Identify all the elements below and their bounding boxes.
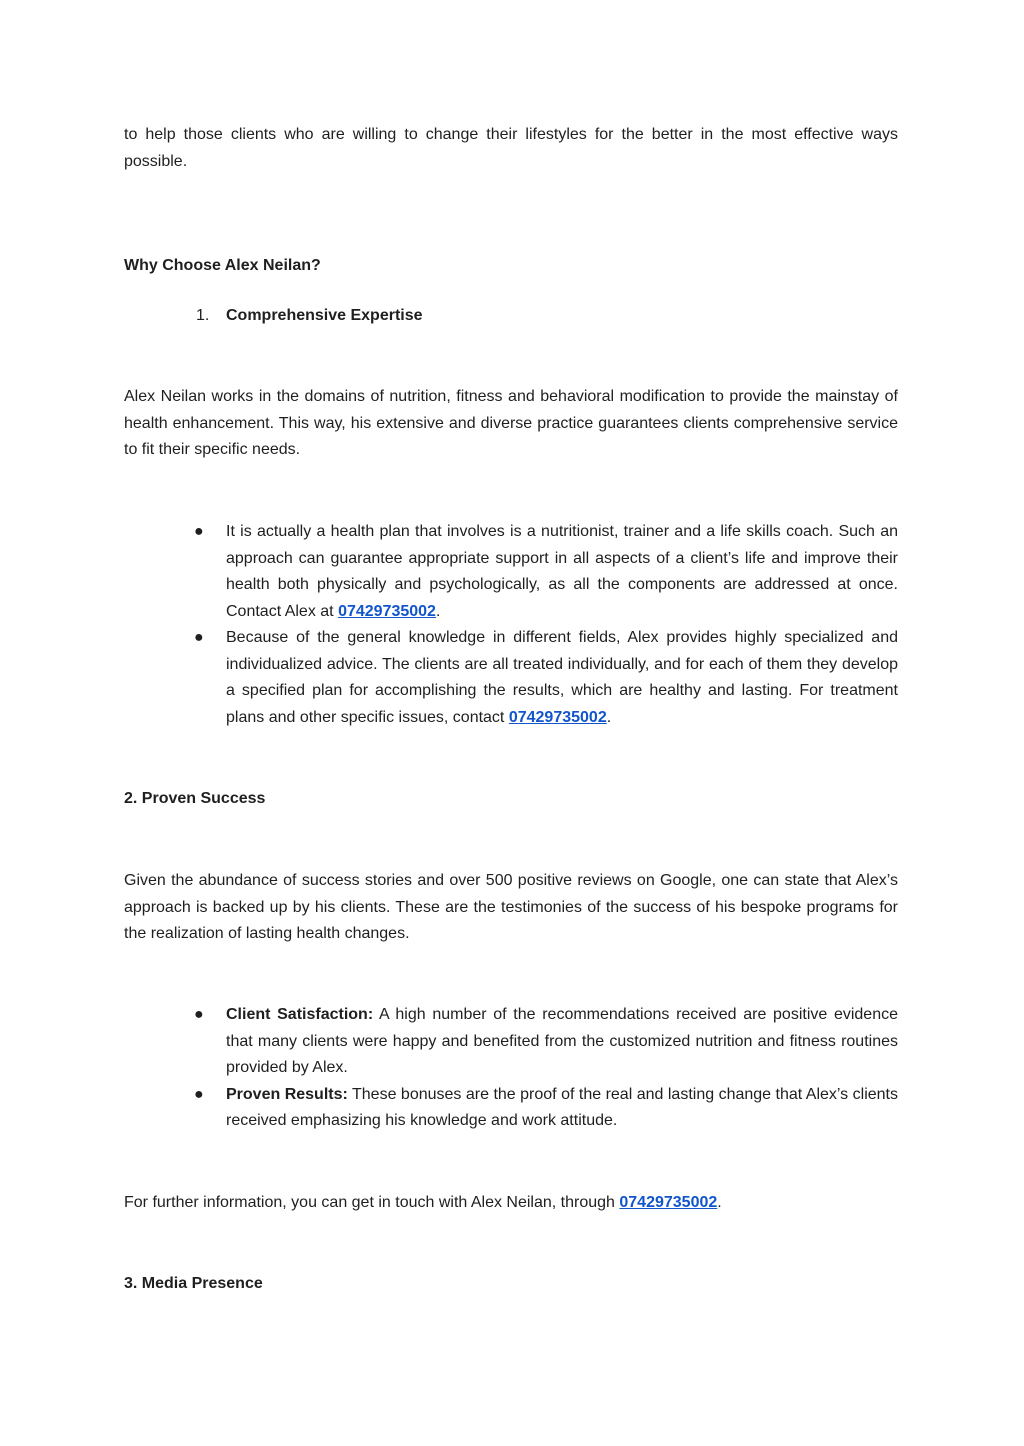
list-item-title: Comprehensive Expertise xyxy=(226,307,423,324)
expertise-paragraph: Alex Neilan works in the domains of nutrition, fitness and behavioral modification to provide the mainstay of health enhancement. This way, his extensive and diverse practice guarantees clients comprehensive service to fit their specific needs. xyxy=(124,388,898,458)
bullet-icon: ● xyxy=(194,1085,204,1103)
bullet-text: A high number of the recommendations received are positive evidence that many clients were happy and benefited from the customized nutrition and fitness routines provided by Alex. xyxy=(226,1006,898,1076)
bullet-text: These bonuses are the proof of the real and lasting change that Alex’s clients received emphasizing his knowledge and work attitude. xyxy=(226,1085,898,1129)
phone-link[interactable]: 07429735002 xyxy=(338,602,436,620)
bullet-icon: ● xyxy=(194,1006,204,1023)
bullet-text: It is actually a health plan that involves is a nutritionist, trainer and a life skills coach. Such an approach can guarantee appropriate support in all aspects of a client’s life and improve their health both physically and psychologically, as all the components are addressed at once. Contact Alex at xyxy=(226,523,898,620)
contact-end: . xyxy=(717,1194,722,1211)
list-item xyxy=(124,303,898,330)
contact-paragraph xyxy=(124,1190,898,1217)
bullet-icon: ● xyxy=(194,523,204,540)
list-item xyxy=(124,519,898,625)
media-heading: 3. Media Presence xyxy=(124,1275,263,1292)
phone-link[interactable]: 07429735002 xyxy=(619,1194,718,1211)
why-heading: Why Choose Alex Neilan? xyxy=(124,257,321,274)
proven-paragraph: Given the abundance of success stories and over 500 positive reviews on Google, one can state that Alex’s approach is backed up by his clients. These are the testimonies of the success of his bespoke programs for the realization of lasting health changes. xyxy=(124,872,898,942)
phone-link[interactable]: 07429735002 xyxy=(508,708,607,726)
proven-bullet-list xyxy=(124,1002,898,1135)
proven-heading: 2. Proven Success xyxy=(124,790,266,807)
numbered-list xyxy=(124,303,898,330)
bullet-label: Client Satisfaction: xyxy=(226,1006,374,1023)
intro-paragraph: to help those clients who are willing to change their lifestyles for the better in the most effective ways possible. xyxy=(124,126,898,170)
list-item xyxy=(124,1082,898,1135)
list-item xyxy=(124,625,898,731)
bullet-icon: ● xyxy=(194,629,204,646)
list-item xyxy=(124,1002,898,1082)
contact-text: For further information, you can get in touch with Alex Neilan, through xyxy=(124,1194,620,1211)
bullet-end: . xyxy=(606,708,612,726)
bullet-label: Proven Results: xyxy=(226,1085,348,1103)
expertise-bullet-list xyxy=(124,519,898,731)
list-number: 1. xyxy=(196,307,210,324)
bullet-text: Because of the general knowledge in different fields, Alex provides highly specialized and individualized advice. The clients are all treated individually, and for each of them they develop a specified plan for accomplishing the results, which are healthy and lasting. For treatment plans and other specific issues, contact xyxy=(226,629,898,726)
bullet-end: . xyxy=(435,602,441,620)
